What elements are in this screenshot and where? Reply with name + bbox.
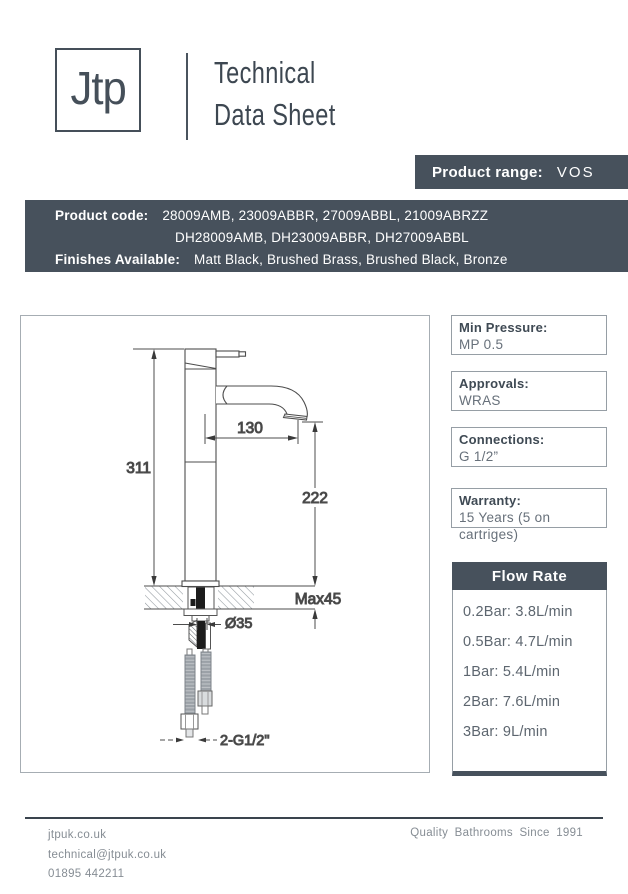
- product-code-label: Product code:: [55, 208, 149, 223]
- flow-rate-panel: [452, 562, 607, 776]
- spec-box-warranty: [451, 488, 607, 542]
- flow-rate-row: 1Bar: 5.4L/min: [463, 664, 561, 680]
- product-code-row2: [55, 227, 628, 249]
- product-codes-line1: 28009AMB, 23009ABBR, 27009ABBL, 21009ABRZZ: [162, 208, 489, 223]
- spec-value: WRAS: [459, 393, 501, 408]
- technical-drawing: [21, 316, 429, 772]
- finishes-label: Finishes Available:: [55, 252, 181, 267]
- spec-label: Connections:: [459, 432, 545, 447]
- brand-logo-text: Jtp: [70, 62, 126, 114]
- page-title: [214, 52, 374, 136]
- product-range-bar: [415, 155, 628, 189]
- page-title-line2: Data Sheet: [214, 97, 336, 132]
- dim-spout-reach-label: 130: [237, 420, 263, 437]
- dimension-max-deck: [295, 591, 342, 629]
- spec-label: Warranty:: [459, 493, 521, 508]
- faucet-body: [182, 349, 246, 587]
- product-code-row: [55, 205, 628, 227]
- footer-contact: [48, 826, 166, 885]
- dim-max-deck-label: Max45: [294, 591, 342, 608]
- spec-box-min-pressure: [451, 315, 607, 355]
- dim-inlet-connection-label: 2-G1/2": [220, 733, 270, 749]
- product-range-value: VOS: [556, 163, 595, 181]
- dim-hole-diameter-label: Ø35: [225, 616, 253, 632]
- product-code-bar: [25, 200, 628, 272]
- brand-logo: [55, 48, 141, 132]
- footer-email: technical@jtpuk.co.uk: [48, 848, 167, 861]
- footer-website: jtpuk.co.uk: [48, 829, 107, 841]
- counter-deck: [144, 586, 315, 609]
- spec-box-approvals: [451, 371, 607, 411]
- header-divider: [186, 53, 188, 140]
- flow-rate-row: 3Bar: 9L/min: [463, 724, 548, 740]
- flow-rate-body: [452, 590, 607, 776]
- spec-value: MP 0.5: [459, 337, 504, 352]
- dimension-hole-diameter: [173, 616, 252, 632]
- fixing-kit: [184, 587, 217, 649]
- dim-spout-height-label: 222: [302, 490, 328, 507]
- technical-drawing-frame: [20, 315, 430, 773]
- footer-tagline: Quality Bathrooms Since 1991: [410, 827, 583, 839]
- spec-label: Min Pressure:: [459, 320, 548, 335]
- spec-label: Approvals:: [459, 376, 529, 391]
- footer-divider: [25, 817, 603, 819]
- dim-total-height-label: 311: [126, 460, 151, 477]
- finishes-value: Matt Black, Brushed Brass, Brushed Black, Bronze: [194, 252, 508, 267]
- flexible-hoses: [181, 649, 212, 737]
- flow-rate-header: Flow Rate: [452, 562, 607, 590]
- product-codes-line2: DH28009AMB, DH23009ABBR, DH27009ABBL: [175, 230, 469, 245]
- page-title-line1: Technical: [214, 55, 316, 90]
- flow-rate-row: 0.5Bar: 4.7L/min: [463, 634, 573, 650]
- faucet-spout: [216, 386, 307, 420]
- flow-rate-row: 2Bar: 7.6L/min: [463, 694, 561, 710]
- flow-rate-row: 0.2Bar: 3.8L/min: [463, 604, 573, 620]
- dimension-inlet-connection: [160, 733, 269, 749]
- spec-value: G 1/2”: [459, 449, 499, 464]
- spec-box-connections: [451, 427, 607, 467]
- finishes-row: [55, 249, 628, 271]
- spec-value: 15 Years (5 on cartriges): [459, 510, 551, 542]
- footer-phone: 01895 442211: [48, 868, 125, 880]
- dimension-spout-height: [302, 422, 329, 586]
- dimension-total-height: [123, 349, 184, 586]
- dimension-spout-reach: [205, 414, 298, 444]
- product-range-label: Product range:: [432, 163, 543, 181]
